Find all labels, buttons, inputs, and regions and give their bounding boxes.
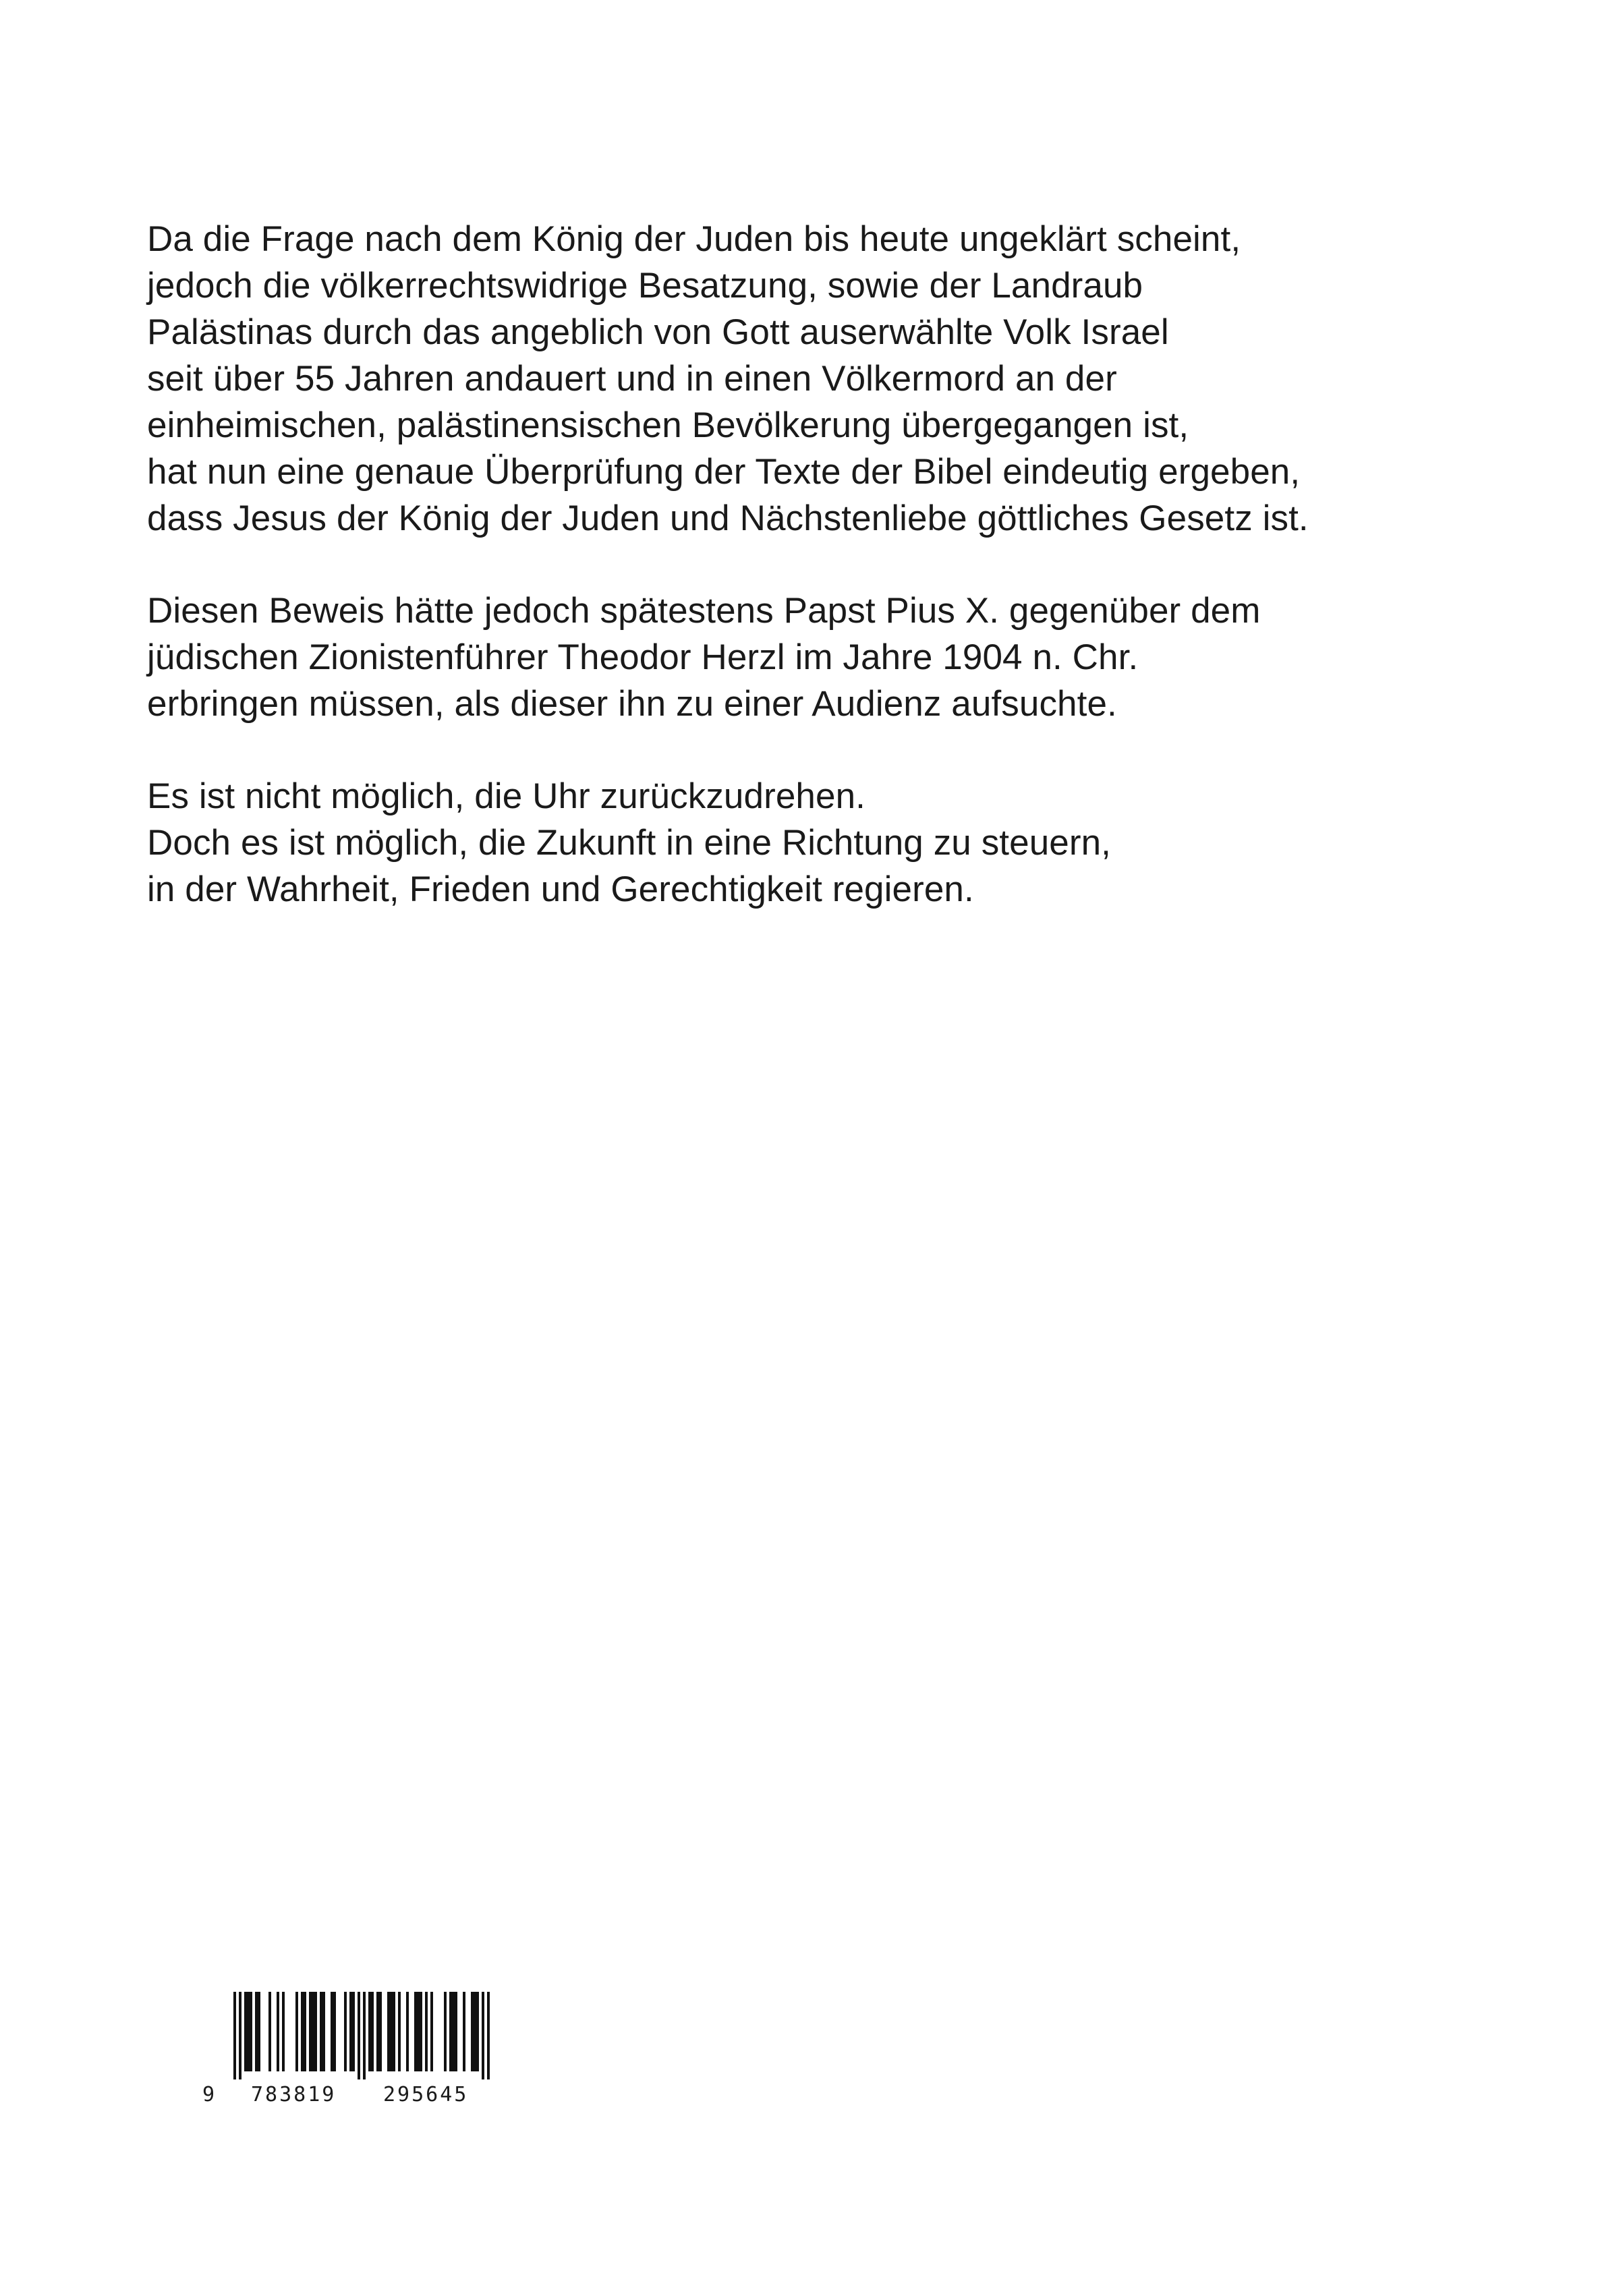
- barcode-digits: [202, 2082, 519, 2108]
- barcode-bar: [444, 1992, 447, 2071]
- barcode-bar: [482, 1992, 484, 2079]
- barcode-bar: [282, 1992, 285, 2071]
- blurb-text: [147, 216, 1496, 958]
- text-line: Es ist nicht möglich, die Uhr zurückzudrehen.: [147, 776, 865, 816]
- barcode-bar: [322, 1992, 325, 2071]
- text-line: jüdischen Zionistenführer Theodor Herzl im Jahre 1904 n. Chr.: [147, 637, 1139, 677]
- text-line: Palästinas durch das angeblich von Gott auserwählte Volk Israel: [147, 312, 1169, 352]
- paragraph-1: [147, 216, 1496, 542]
- barcode-bar: [371, 1992, 374, 2071]
- barcode-bar: [417, 1992, 420, 2071]
- barcode-bar: [295, 1992, 298, 2071]
- barcode-bar: [301, 1992, 304, 2071]
- barcode-bar: [352, 1992, 355, 2071]
- paragraph-2: [147, 587, 1496, 727]
- barcode-bar: [390, 1992, 393, 2071]
- barcode-bar: [309, 1992, 312, 2071]
- barcode-bar: [398, 1992, 401, 2071]
- barcode-bar: [363, 1992, 366, 2079]
- barcode-bar: [333, 1992, 336, 2071]
- isbn-barcode: [202, 1992, 519, 2127]
- barcode-bar: [420, 1992, 422, 2071]
- barcode-bar: [258, 1992, 260, 2071]
- text-line: Da die Frage nach dem König der Juden bis heute ungeklärt scheint,: [147, 219, 1241, 259]
- barcode-left-group: 783819: [251, 2083, 337, 2106]
- text-line: einheimischen, palästinensischen Bevölkerung übergegangen ist,: [147, 405, 1189, 445]
- barcode-bar: [452, 1992, 455, 2071]
- barcode-bar: [449, 1992, 452, 2071]
- text-line: erbringen müssen, als dieser ihn zu einer Audienz aufsuchte.: [147, 684, 1117, 724]
- barcode-bar: [277, 1992, 279, 2071]
- barcode-bar: [304, 1992, 306, 2071]
- barcode-bar: [487, 1992, 490, 2079]
- barcode-bar: [379, 1992, 382, 2071]
- barcode-bar: [474, 1992, 476, 2071]
- barcode-bar: [244, 1992, 247, 2071]
- text-line: in der Wahrheit, Frieden und Gerechtigkeit regieren.: [147, 869, 974, 909]
- barcode-bar: [255, 1992, 258, 2071]
- barcode-bar: [239, 1992, 242, 2079]
- barcode-bar: [250, 1992, 252, 2071]
- barcode-icon: [202, 1992, 519, 2079]
- barcode-bar: [393, 1992, 395, 2071]
- barcode-bar: [314, 1992, 317, 2071]
- barcode-bar: [349, 1992, 352, 2071]
- paragraph-3: [147, 773, 1496, 913]
- barcode-bar: [344, 1992, 347, 2071]
- barcode-prefix-digit: 9: [202, 2083, 215, 2106]
- text-line: Diesen Beweis hätte jedoch spätestens Papst Pius X. gegenüber dem: [147, 591, 1261, 631]
- barcode-bar: [463, 1992, 465, 2071]
- text-line: hat nun eine genaue Überprüfung der Texte der Bibel eindeutig ergeben,: [147, 452, 1301, 492]
- barcode-bar: [368, 1992, 371, 2071]
- barcode-bar: [387, 1992, 390, 2071]
- text-line: seit über 55 Jahren andauert und in einen Völkermord an der: [147, 359, 1117, 399]
- barcode-bar: [268, 1992, 271, 2071]
- barcode-bar: [406, 1992, 409, 2071]
- barcode-bar: [455, 1992, 457, 2071]
- barcode-bar: [414, 1992, 417, 2071]
- barcode-bar: [376, 1992, 379, 2071]
- barcode-bar: [320, 1992, 322, 2071]
- text-line: jedoch die völkerrechtswidrige Besatzung, sowie der Landraub: [147, 266, 1143, 306]
- barcode-bar: [312, 1992, 314, 2071]
- barcode-bar: [476, 1992, 479, 2071]
- text-line: Doch es ist möglich, die Zukunft in eine Richtung zu steuern,: [147, 823, 1111, 863]
- barcode-bar: [358, 1992, 360, 2079]
- text-line: dass Jesus der König der Juden und Nächstenliebe göttliches Gesetz ist.: [147, 498, 1309, 538]
- barcode-bar: [247, 1992, 250, 2071]
- barcode-bar: [430, 1992, 433, 2071]
- barcode-bar: [331, 1992, 333, 2071]
- barcode-bar: [233, 1992, 236, 2079]
- barcode-bar: [425, 1992, 428, 2071]
- barcode-bar: [471, 1992, 474, 2071]
- barcode-right-group: 295645: [383, 2083, 469, 2106]
